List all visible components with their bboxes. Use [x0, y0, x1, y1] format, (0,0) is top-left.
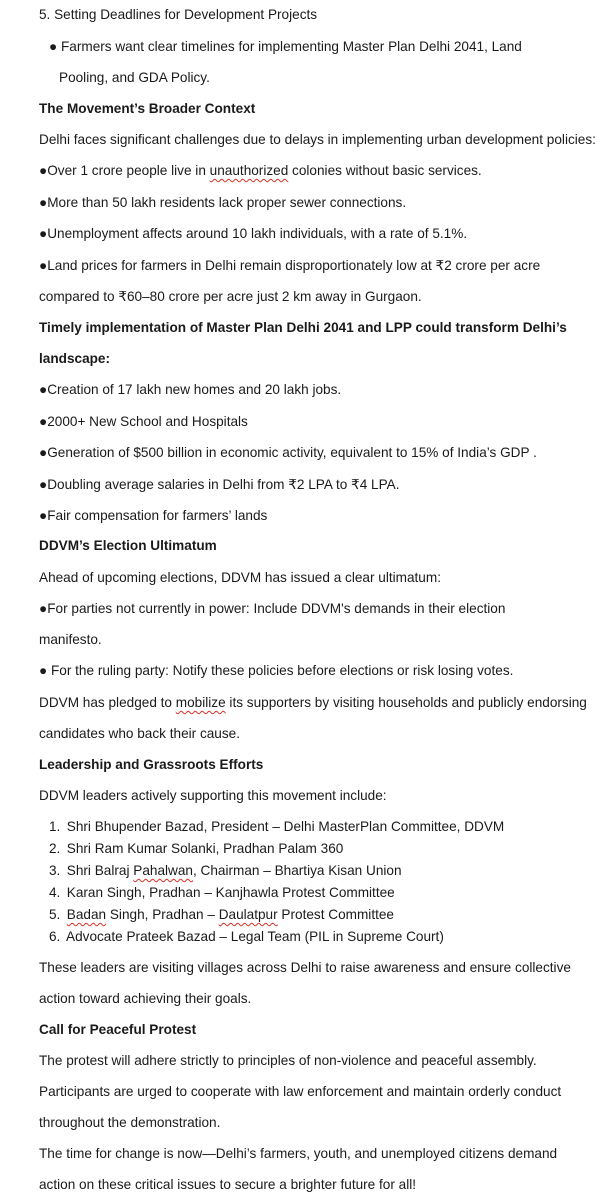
timely-bullet-4: ●Doubling average salaries in Delhi from ₹2 LPA to ₹4 LPA. — [39, 477, 400, 492]
visiting-line-2: action toward achieving their goals. — [39, 991, 252, 1006]
peaceful-protest-paragraph-2-line-2: throughout the demonstration. — [39, 1115, 221, 1130]
context-bullet-1-pre: ●Over 1 crore people live in — [39, 163, 210, 178]
leader-text-post: Protest Committee — [277, 907, 394, 922]
leadership-intro: DDVM leaders actively supporting this movement include: — [39, 788, 387, 803]
list-number: 4. — [49, 885, 61, 900]
context-bullet-2: ●More than 50 lakh residents lack proper sewer connections. — [39, 195, 407, 210]
peaceful-protest-paragraph-2-line-1: Participants are urged to cooperate with law enforcement and maintain orderly conduct — [39, 1084, 562, 1099]
ultimatum-heading: DDVM’s Election Ultimatum — [39, 538, 217, 553]
timely-heading-line-1: Timely implementation of Master Plan Delhi 2041 and LPP could transform Delhi’s — [39, 320, 567, 335]
ultimatum-bullet-1-line-2: manifesto. — [39, 632, 102, 647]
leader-list-item-4 — [49, 884, 395, 902]
visiting-line-1: These leaders are visiting villages across Delhi to raise awareness and ensure collective — [39, 960, 571, 975]
spellcheck-mobilize: mobilize — [175, 695, 226, 710]
pledge-line-1 — [39, 694, 587, 712]
broader-context-intro: Delhi faces significant challenges due to delays in implementing urban development policies: — [39, 132, 596, 147]
section-5-bullet-line-1: ● Farmers want clear timelines for implementing Master Plan Delhi 2041, Land — [49, 39, 522, 54]
list-number: 2. — [49, 841, 61, 856]
spellcheck-unauthorized: unauthorized — [209, 163, 289, 178]
pledge-pre: DDVM has pledged to — [39, 695, 176, 710]
section-5-heading: 5. Setting Deadlines for Development Projects — [39, 7, 318, 22]
closing-line-2: action on these critical issues to secure a brighter future for all! — [39, 1177, 417, 1192]
ultimatum-bullet-2: ● For the ruling party: Notify these policies before elections or risk losing votes. — [39, 663, 514, 678]
context-bullet-4-line-1: ●Land prices for farmers in Delhi remain disproportionately low at ₹2 crore per acre — [39, 258, 541, 273]
list-number: 5. — [49, 907, 61, 922]
timely-bullet-2: ●2000+ New School and Hospitals — [39, 414, 248, 429]
leader-list-item-2 — [49, 840, 343, 858]
broader-context-heading: The Movement’s Broader Context — [39, 101, 256, 116]
list-number: 1. — [49, 819, 61, 834]
leadership-heading: Leadership and Grassroots Efforts — [39, 757, 264, 772]
leader-text: Shri Bhupender Bazad, President – Delhi MasterPlan Committee, DDVM — [66, 819, 505, 834]
timely-bullet-5: ●Fair compensation for farmers’ lands — [39, 508, 268, 523]
leader-text-mid: Singh, Pradhan – — [106, 907, 219, 922]
leader-list-item-1 — [49, 818, 504, 836]
spellcheck-pahalwan: Pahalwan — [133, 863, 193, 878]
pledge-line-2: candidates who back their cause. — [39, 726, 241, 741]
list-number: 3. — [49, 863, 61, 878]
list-number: 6. — [49, 929, 61, 944]
peaceful-protest-heading: Call for Peaceful Protest — [39, 1022, 197, 1037]
context-bullet-4-line-2: compared to ₹60–80 crore per acre just 2 km away in Gurgaon. — [39, 289, 422, 304]
leader-text: Karan Singh, Pradhan – Kanjhawla Protest Committee — [66, 885, 395, 900]
leader-list-item-6 — [49, 928, 444, 946]
peaceful-protest-paragraph-1: The protest will adhere strictly to principles of non-violence and peaceful assembly. — [39, 1053, 537, 1068]
closing-line-1: The time for change is now—Delhi’s farmers, youth, and unemployed citizens demand — [39, 1146, 558, 1161]
timely-bullet-1: ●Creation of 17 lakh new homes and 20 lakh jobs. — [39, 382, 342, 397]
context-bullet-3: ●Unemployment affects around 10 lakh individuals, with a rate of 5.1%. — [39, 226, 468, 241]
leader-text-pre: Shri Balraj — [66, 863, 134, 878]
leader-list-item-5 — [49, 906, 394, 924]
leader-text: Shri Ram Kumar Solanki, Pradhan Palam 360 — [66, 841, 344, 856]
section-5-bullet-line-2: Pooling, and GDA Policy. — [59, 70, 210, 85]
timely-heading-line-2: landscape: — [39, 351, 111, 366]
context-bullet-1 — [39, 162, 482, 180]
spellcheck-daulatpur: Daulatpur — [218, 907, 278, 922]
timely-bullet-3: ●Generation of $500 billion in economic activity, equivalent to 15% of India’s GDP . — [39, 445, 537, 460]
ultimatum-bullet-1-line-1: ●For parties not currently in power: Include DDVM's demands in their election — [39, 601, 506, 616]
leader-text: Advocate Prateek Bazad – Legal Team (PIL in Supreme Court) — [66, 929, 444, 944]
leader-list-item-3 — [49, 862, 402, 880]
leader-text-post: , Chairman – Bhartiya Kisan Union — [192, 863, 402, 878]
context-bullet-1-post: colonies without basic services. — [288, 163, 482, 178]
pledge-post: its supporters by visiting households and publicly endorsing — [225, 695, 587, 710]
ultimatum-intro: Ahead of upcoming elections, DDVM has issued a clear ultimatum: — [39, 570, 441, 585]
spellcheck-badan: Badan — [66, 907, 107, 922]
